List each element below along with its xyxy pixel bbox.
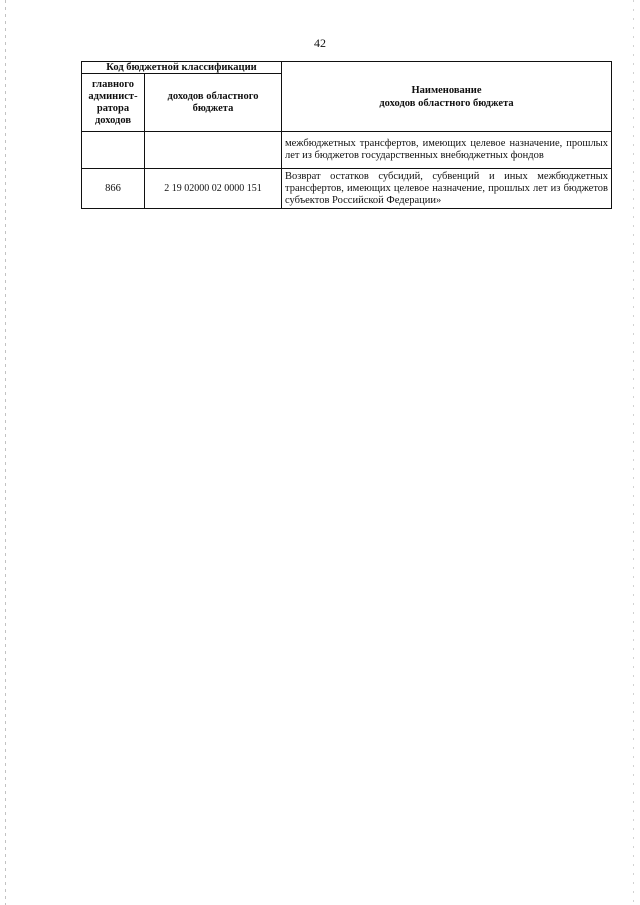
- header-group-code: Код бюджетной классификации: [82, 62, 282, 74]
- header-income-code: доходов областного бюджета: [145, 74, 282, 132]
- income-code-cell: 2 19 02000 02 0000 151: [145, 169, 282, 209]
- scan-edge-right: [633, 0, 634, 905]
- table-row: [82, 132, 612, 169]
- admin-code-cell: 866: [82, 169, 145, 209]
- income-name-cell: Возврат остатков субсидий, субвенций и иных межбюджетных трансфертов, имеющих целевое назначение, прошлых лет из бюджетов субъектов Российской Федерации»: [282, 169, 612, 209]
- income-code-cell: [145, 132, 282, 169]
- table-row: [82, 169, 612, 209]
- income-name-cell: межбюджетных трансфертов, имеющих целевое назначение, прошлых лет из бюджетов государственных внебюджетных фондов: [282, 132, 612, 169]
- budget-classification-table: [81, 61, 612, 209]
- admin-code-cell: [82, 132, 145, 169]
- header-name-line1: Наименование: [411, 84, 482, 96]
- header-name: [282, 62, 612, 132]
- scan-edge-left: [5, 0, 6, 905]
- header-name-line2: доходов областного бюджета: [379, 97, 514, 109]
- page-number: 42: [314, 36, 326, 50]
- header-admin-code: главного админист-ратора доходов: [82, 74, 145, 132]
